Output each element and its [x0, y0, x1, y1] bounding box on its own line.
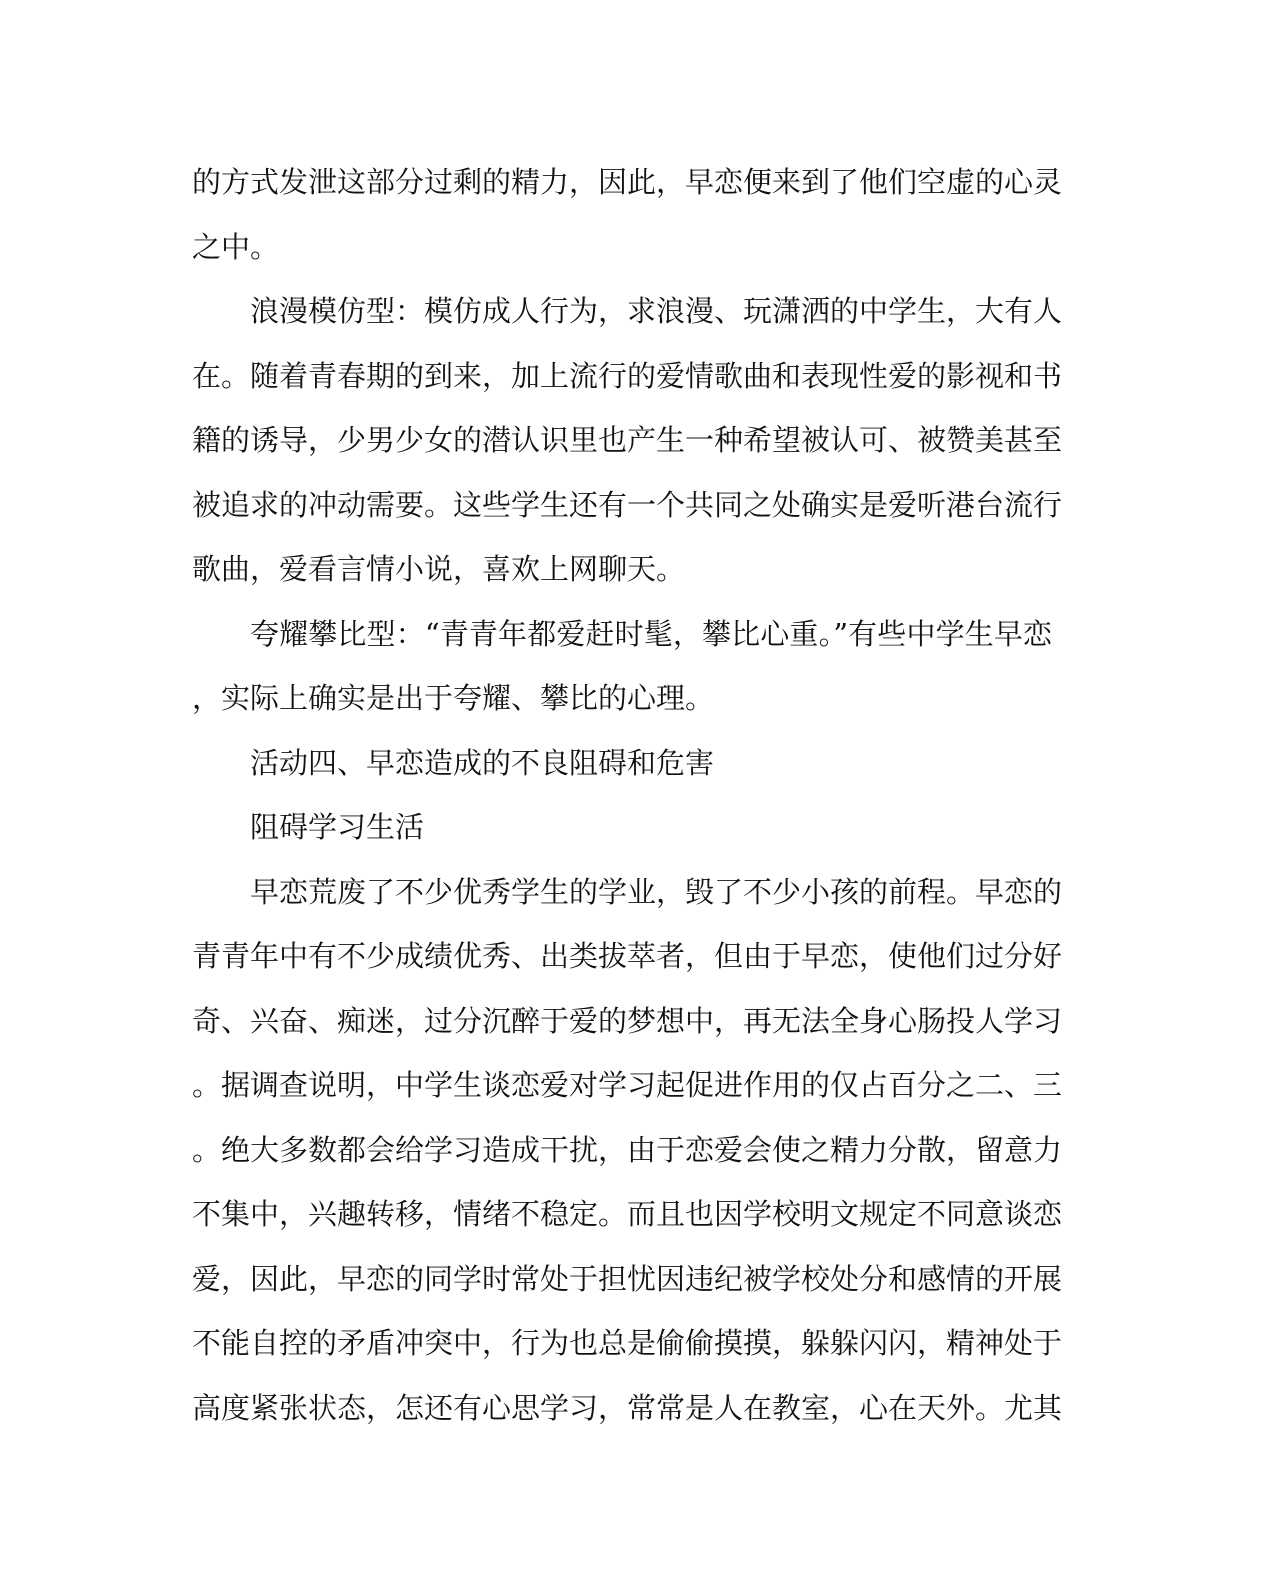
text-line: 高度紧张状态，怎还有心思学习，常常是人在教室，心在天外。尤其: [192, 1390, 1063, 1425]
heading-text: 活动四、早恋造成的不良阻碍和危害: [250, 745, 715, 780]
subheading-study-life: [192, 795, 1052, 860]
text-line: 早恋荒废了不少优秀学生的学业，毁了不少小孩的前程。早恋的: [250, 874, 1063, 909]
section-heading-activity-four: [192, 731, 1052, 796]
text-line: 被追求的冲动需要。这些学生还有一个共同之处确实是爱听港台流行: [192, 487, 1063, 522]
text-line: 夸耀攀比型：“青青年都爱赶时髦，攀比心重。”有些中学生早恋: [250, 616, 1052, 651]
text-line: ，实际上确实是出于夸耀、攀比的心理。: [192, 681, 715, 715]
document-body: [192, 150, 1063, 1440]
text-line: 的方式发泄这部分过剩的精力，因此，早恋便来到了他们空虚的心灵: [192, 165, 1063, 199]
text-line: 之中。: [192, 229, 280, 264]
text-line: 。绝大多数都会给学习造成干扰，由于恋爱会使之精力分散，留意力: [192, 1132, 1063, 1167]
text-line: 浪漫模仿型：模仿成人行为，求浪漫、玩潇洒的中学生，大有人: [250, 294, 1063, 328]
paragraph-boasting-comparison: [192, 602, 1052, 731]
text-line: 爱，因此，早恋的同学时常处于担忧因违纪被学校处分和感情的开展: [192, 1261, 1063, 1296]
text-line: 不集中，兴趣转移，情绪不稳定。而且也因学校明文规定不同意谈恋: [192, 1197, 1063, 1231]
paragraph-study-impact: [192, 860, 1063, 1441]
paragraph-romantic-imitation: [192, 279, 1063, 602]
text-line: 不能自控的矛盾冲突中，行为也总是偷偷摸摸，躲躲闪闪，精神处于: [192, 1326, 1063, 1360]
paragraph-continuation: [192, 150, 1063, 279]
heading-text: 阻碍学习生活: [250, 810, 425, 844]
text-line: 歌曲，爱看言情小说，喜欢上网聊天。: [192, 552, 686, 586]
text-line: 奇、兴奋、痴迷，过分沉醉于爱的梦想中，再无法全身心肠投人学习: [192, 1003, 1063, 1038]
text-line: 籍的诱导，少男少女的潜认识里也产生一种希望被认可、被赞美甚至: [192, 423, 1063, 457]
text-line: 青青年中有不少成绩优秀、出类拔萃者，但由于早恋，使他们过分好: [192, 939, 1063, 973]
text-line: 在。随着青春期的到来，加上流行的爱情歌曲和表现性爱的影视和书: [192, 358, 1063, 393]
text-line: 。据调查说明，中学生谈恋爱对学习起促进作用的仅占百分之二、三: [192, 1068, 1063, 1102]
